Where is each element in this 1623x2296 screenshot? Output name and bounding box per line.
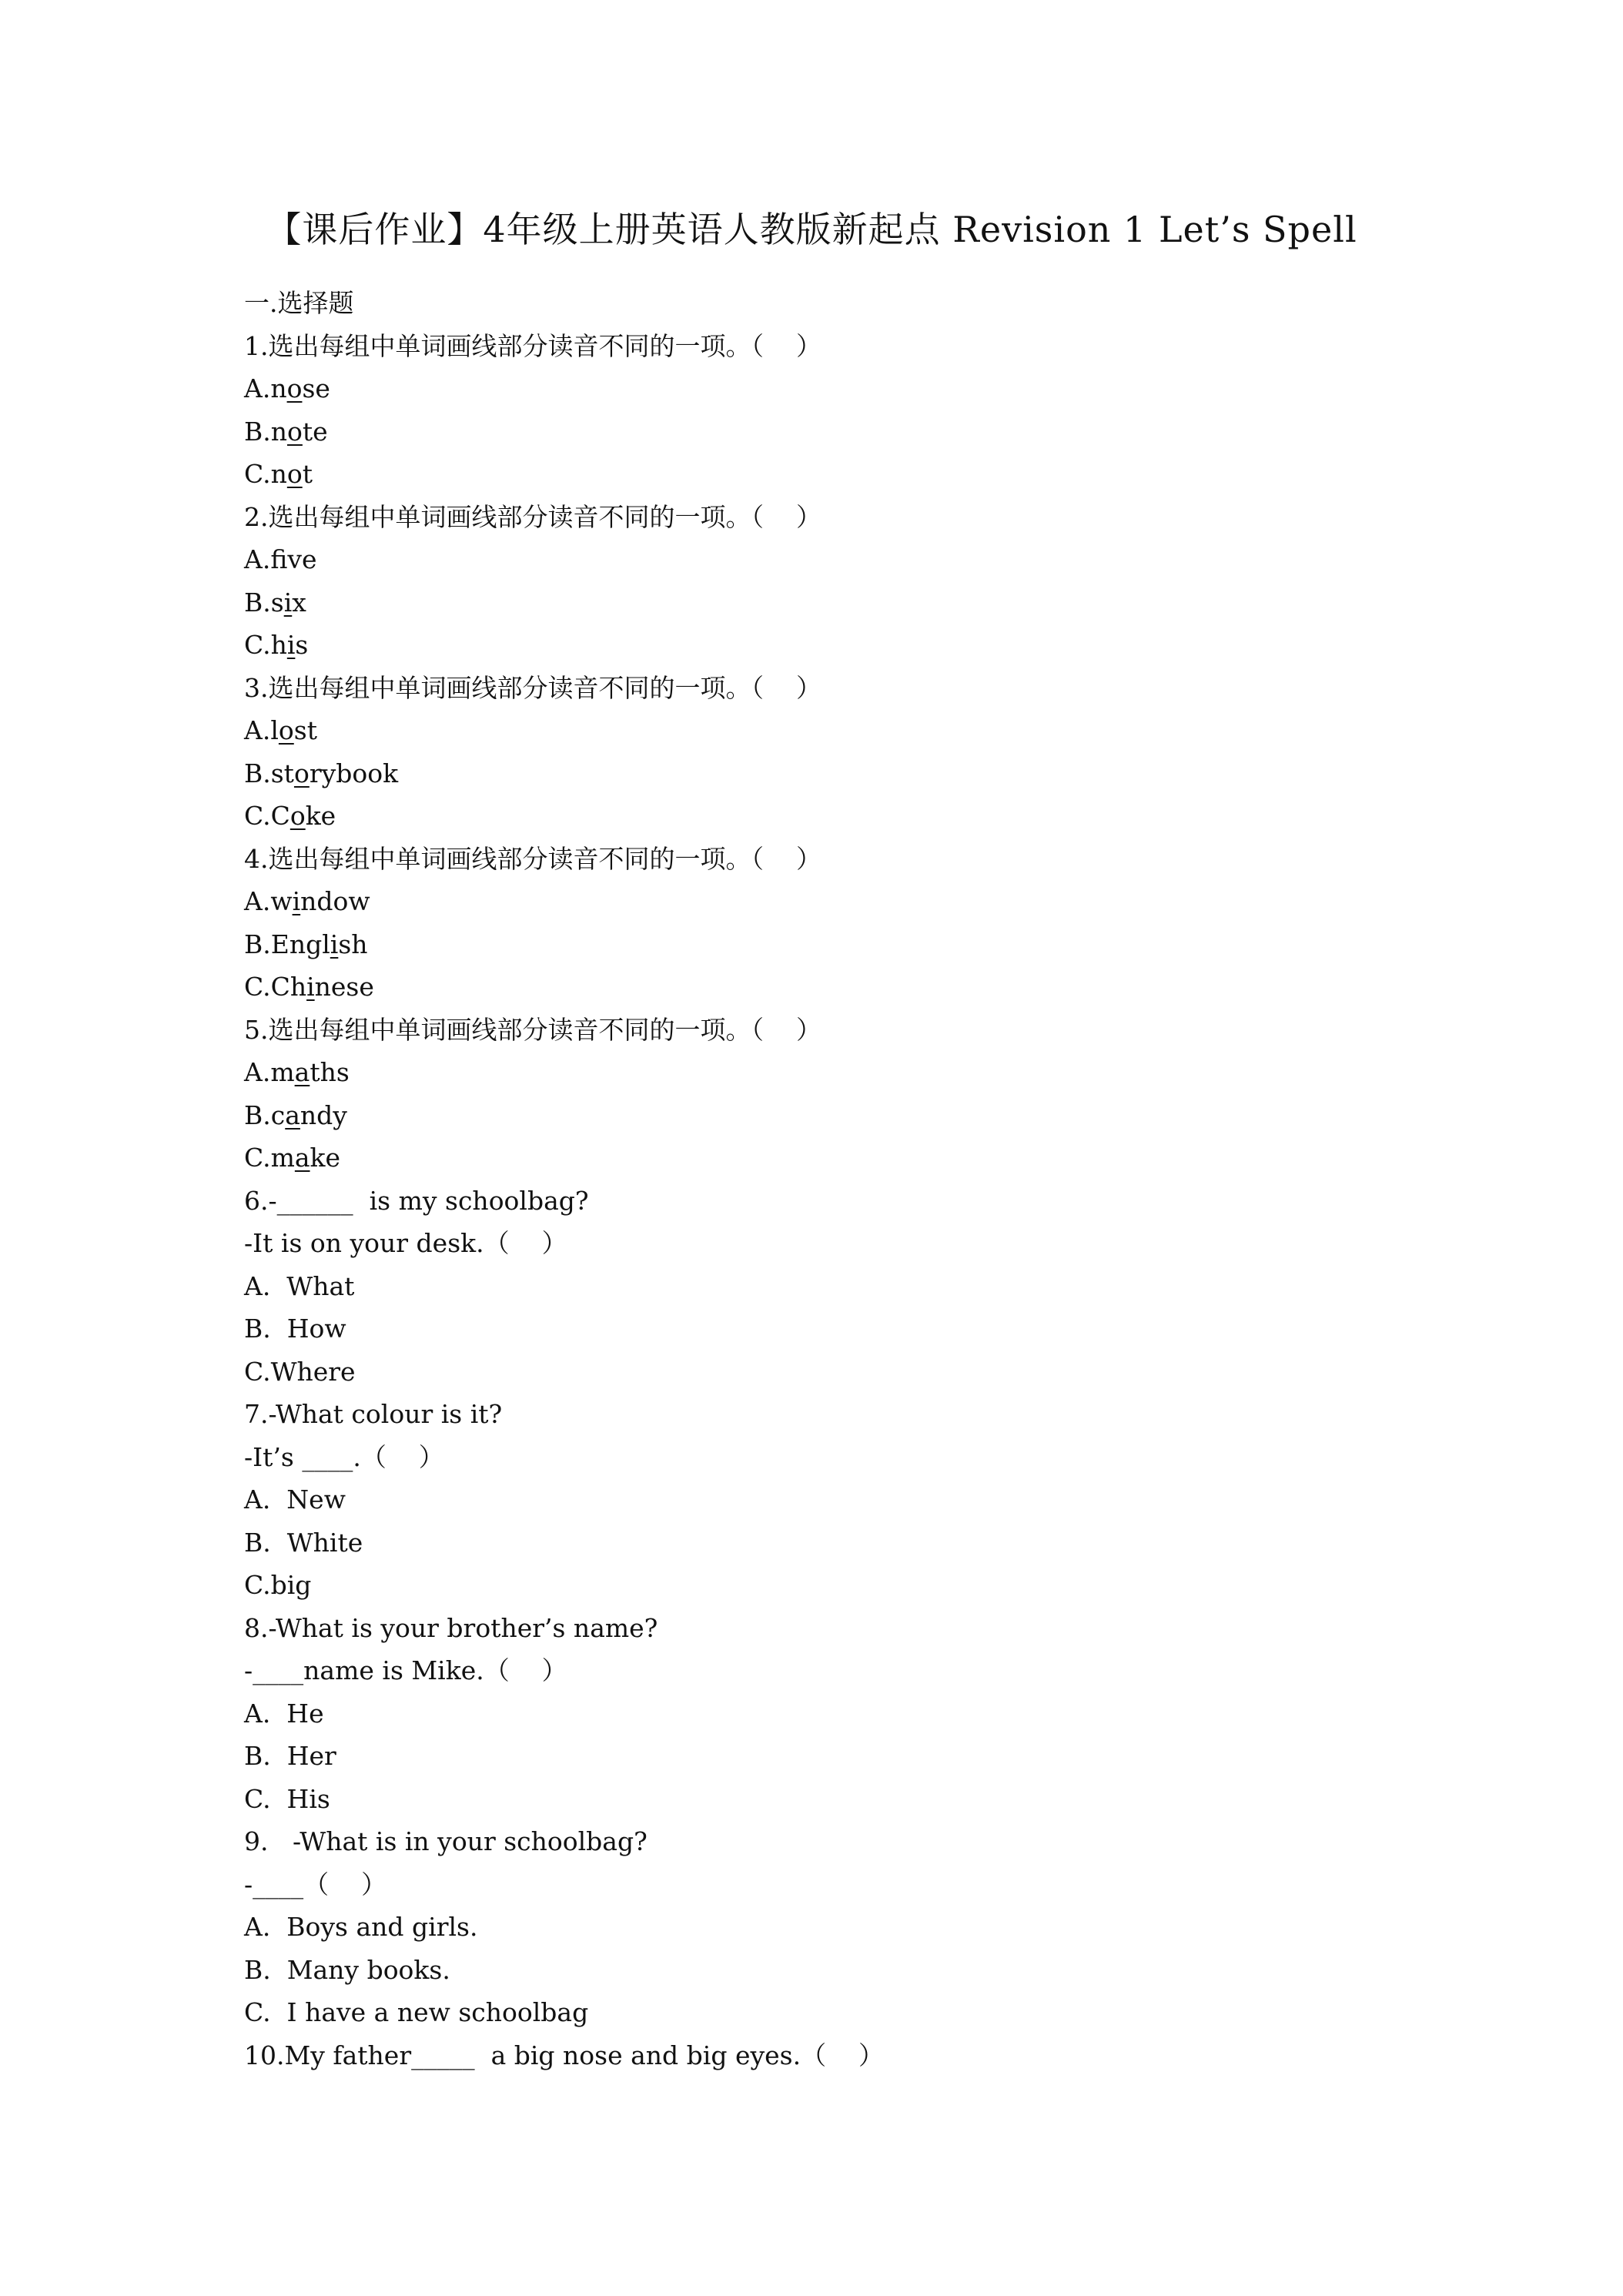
- option-line: [244, 1778, 1553, 1821]
- text-segment: nese: [314, 972, 374, 1002]
- text-segment: te: [302, 416, 328, 447]
- option-line: [244, 538, 1553, 581]
- underlined-letter: a: [294, 1143, 310, 1173]
- text-segment: ke: [305, 801, 336, 831]
- text-segment: ke: [310, 1143, 341, 1173]
- text-segment: A.f: [244, 544, 288, 574]
- option-line: [244, 1692, 1553, 1735]
- option-line: [244, 709, 1553, 752]
- text-segment: B. White: [244, 1527, 363, 1558]
- question-line: [244, 1393, 1553, 1436]
- question-line: [244, 1009, 1553, 1052]
- text-segment: 2.选出每组中单词画线部分读音不同的一项。（ ）: [244, 501, 822, 532]
- text-segment: B. How: [244, 1314, 346, 1344]
- text-segment: B. Many books.: [244, 1954, 450, 1985]
- text-segment: C.Where: [244, 1356, 356, 1387]
- question-line: [244, 2034, 1553, 2077]
- text-segment: rybook: [309, 758, 399, 788]
- question-list: [244, 325, 1553, 2077]
- underlined-letter: o: [287, 416, 303, 447]
- worksheet-title: 【课后作业】4年级上册英语人教版新起点 Revision 1 Let’s Spell: [266, 209, 1357, 250]
- text-segment: B.st: [244, 758, 294, 788]
- text-segment: 8.-What is your brother’s name?: [244, 1612, 658, 1643]
- text-segment: 3.选出每组中单词画线部分读音不同的一项。（ ）: [244, 672, 822, 703]
- underlined-letter: i: [306, 972, 315, 1002]
- question-line: [244, 667, 1553, 710]
- text-segment: 10.My father_____ a big nose and big eyes.（ ）: [244, 2040, 885, 2070]
- underlined-letter: o: [286, 459, 303, 489]
- text-segment: -It’s ____.（ ）: [244, 1441, 444, 1472]
- text-segment: -____（ ）: [244, 1869, 387, 1899]
- underlined-letter: a: [294, 1057, 310, 1087]
- question-line: [244, 1607, 1553, 1650]
- text-segment: A. He: [244, 1698, 324, 1729]
- text-segment: C.m: [244, 1143, 295, 1173]
- text-segment: sh: [338, 929, 368, 959]
- underlined-letter: o: [278, 715, 294, 745]
- text-segment: -It is on your desk.（ ）: [244, 1228, 567, 1258]
- text-segment: B.n: [244, 416, 287, 447]
- text-segment: A. What: [244, 1270, 355, 1301]
- text-segment: C.C: [244, 801, 290, 831]
- question-line: [244, 1436, 1553, 1479]
- underlined-letter: o: [289, 801, 306, 831]
- option-line: [244, 1564, 1553, 1607]
- text-segment: 7.-What colour is it?: [244, 1399, 503, 1429]
- question-line: [244, 1820, 1553, 1863]
- text-segment: B. Her: [244, 1741, 336, 1771]
- text-segment: C.big: [244, 1570, 312, 1600]
- text-segment: A. New: [244, 1484, 346, 1514]
- option-line: [244, 795, 1553, 838]
- question-line: [244, 496, 1553, 539]
- option-line: [244, 1991, 1553, 2034]
- option-line: [244, 1949, 1553, 1992]
- option-line: [244, 1307, 1553, 1350]
- text-segment: A. Boys and girls.: [244, 1912, 478, 1942]
- option-line: [244, 1478, 1553, 1521]
- underlined-letter: i: [283, 587, 293, 618]
- underlined-letter: i: [330, 929, 339, 959]
- text-segment: C.n: [244, 459, 287, 489]
- text-segment: s: [295, 630, 309, 660]
- text-segment: 5.选出每组中单词画线部分读音不同的一项。（ ）: [244, 1014, 822, 1045]
- text-segment: 1.选出每组中单词画线部分读音不同的一项。（ ）: [244, 330, 822, 361]
- option-line: [244, 752, 1553, 795]
- text-segment: C.h: [244, 630, 287, 660]
- underlined-letter: i: [292, 886, 301, 916]
- worksheet-content: [244, 282, 1553, 2077]
- option-line: [244, 923, 1553, 966]
- underlined-letter: o: [286, 373, 303, 403]
- text-segment: C. His: [244, 1783, 330, 1814]
- text-segment: ve: [287, 544, 317, 574]
- text-segment: st: [293, 715, 317, 745]
- section-heading: 一.选择题: [244, 288, 354, 318]
- option-line: [244, 1051, 1553, 1094]
- option-line: [244, 880, 1553, 923]
- text-segment: C.Ch: [244, 972, 307, 1002]
- option-line: [244, 1265, 1553, 1308]
- text-segment: 6.-______ is my schoolbag?: [244, 1185, 589, 1216]
- text-segment: 4.选出每组中单词画线部分读音不同的一项。（ ）: [244, 843, 822, 874]
- text-segment: B.c: [244, 1099, 286, 1130]
- text-segment: B.Engl: [244, 929, 330, 959]
- underlined-letter: o: [293, 758, 310, 788]
- text-segment: ths: [310, 1057, 350, 1087]
- text-segment: A.w: [244, 886, 293, 916]
- question-line: [244, 1863, 1553, 1906]
- text-segment: A.m: [244, 1057, 295, 1087]
- text-segment: A.n: [244, 373, 287, 403]
- option-line: [244, 1136, 1553, 1180]
- question-line: [244, 1649, 1553, 1692]
- text-segment: B.s: [244, 587, 284, 618]
- text-segment: -____name is Mike.（ ）: [244, 1655, 567, 1685]
- text-segment: x: [292, 587, 306, 618]
- option-line: [244, 1521, 1553, 1565]
- question-line: [244, 325, 1553, 368]
- option-line: [244, 1735, 1553, 1778]
- underlined-letter: a: [285, 1099, 300, 1130]
- text-segment: t: [302, 459, 313, 489]
- option-line: [244, 966, 1553, 1009]
- option-line: [244, 581, 1553, 624]
- text-segment: ndow: [300, 886, 370, 916]
- text-segment: 9. -What is in your schoolbag?: [244, 1826, 648, 1856]
- option-line: [244, 1906, 1553, 1949]
- text-segment: C. I have a new schoolbag: [244, 1997, 589, 2027]
- option-line: [244, 1350, 1553, 1394]
- question-line: [244, 1180, 1553, 1223]
- option-line: [244, 367, 1553, 410]
- text-segment: A.l: [244, 715, 279, 745]
- option-line: [244, 453, 1553, 496]
- option-line: [244, 410, 1553, 454]
- question-line: [244, 838, 1553, 881]
- question-line: [244, 1222, 1553, 1265]
- text-segment: ndy: [300, 1099, 347, 1130]
- option-line: [244, 624, 1553, 667]
- option-line: [244, 1094, 1553, 1137]
- text-segment: se: [302, 373, 330, 403]
- underlined-letter: i: [286, 630, 296, 660]
